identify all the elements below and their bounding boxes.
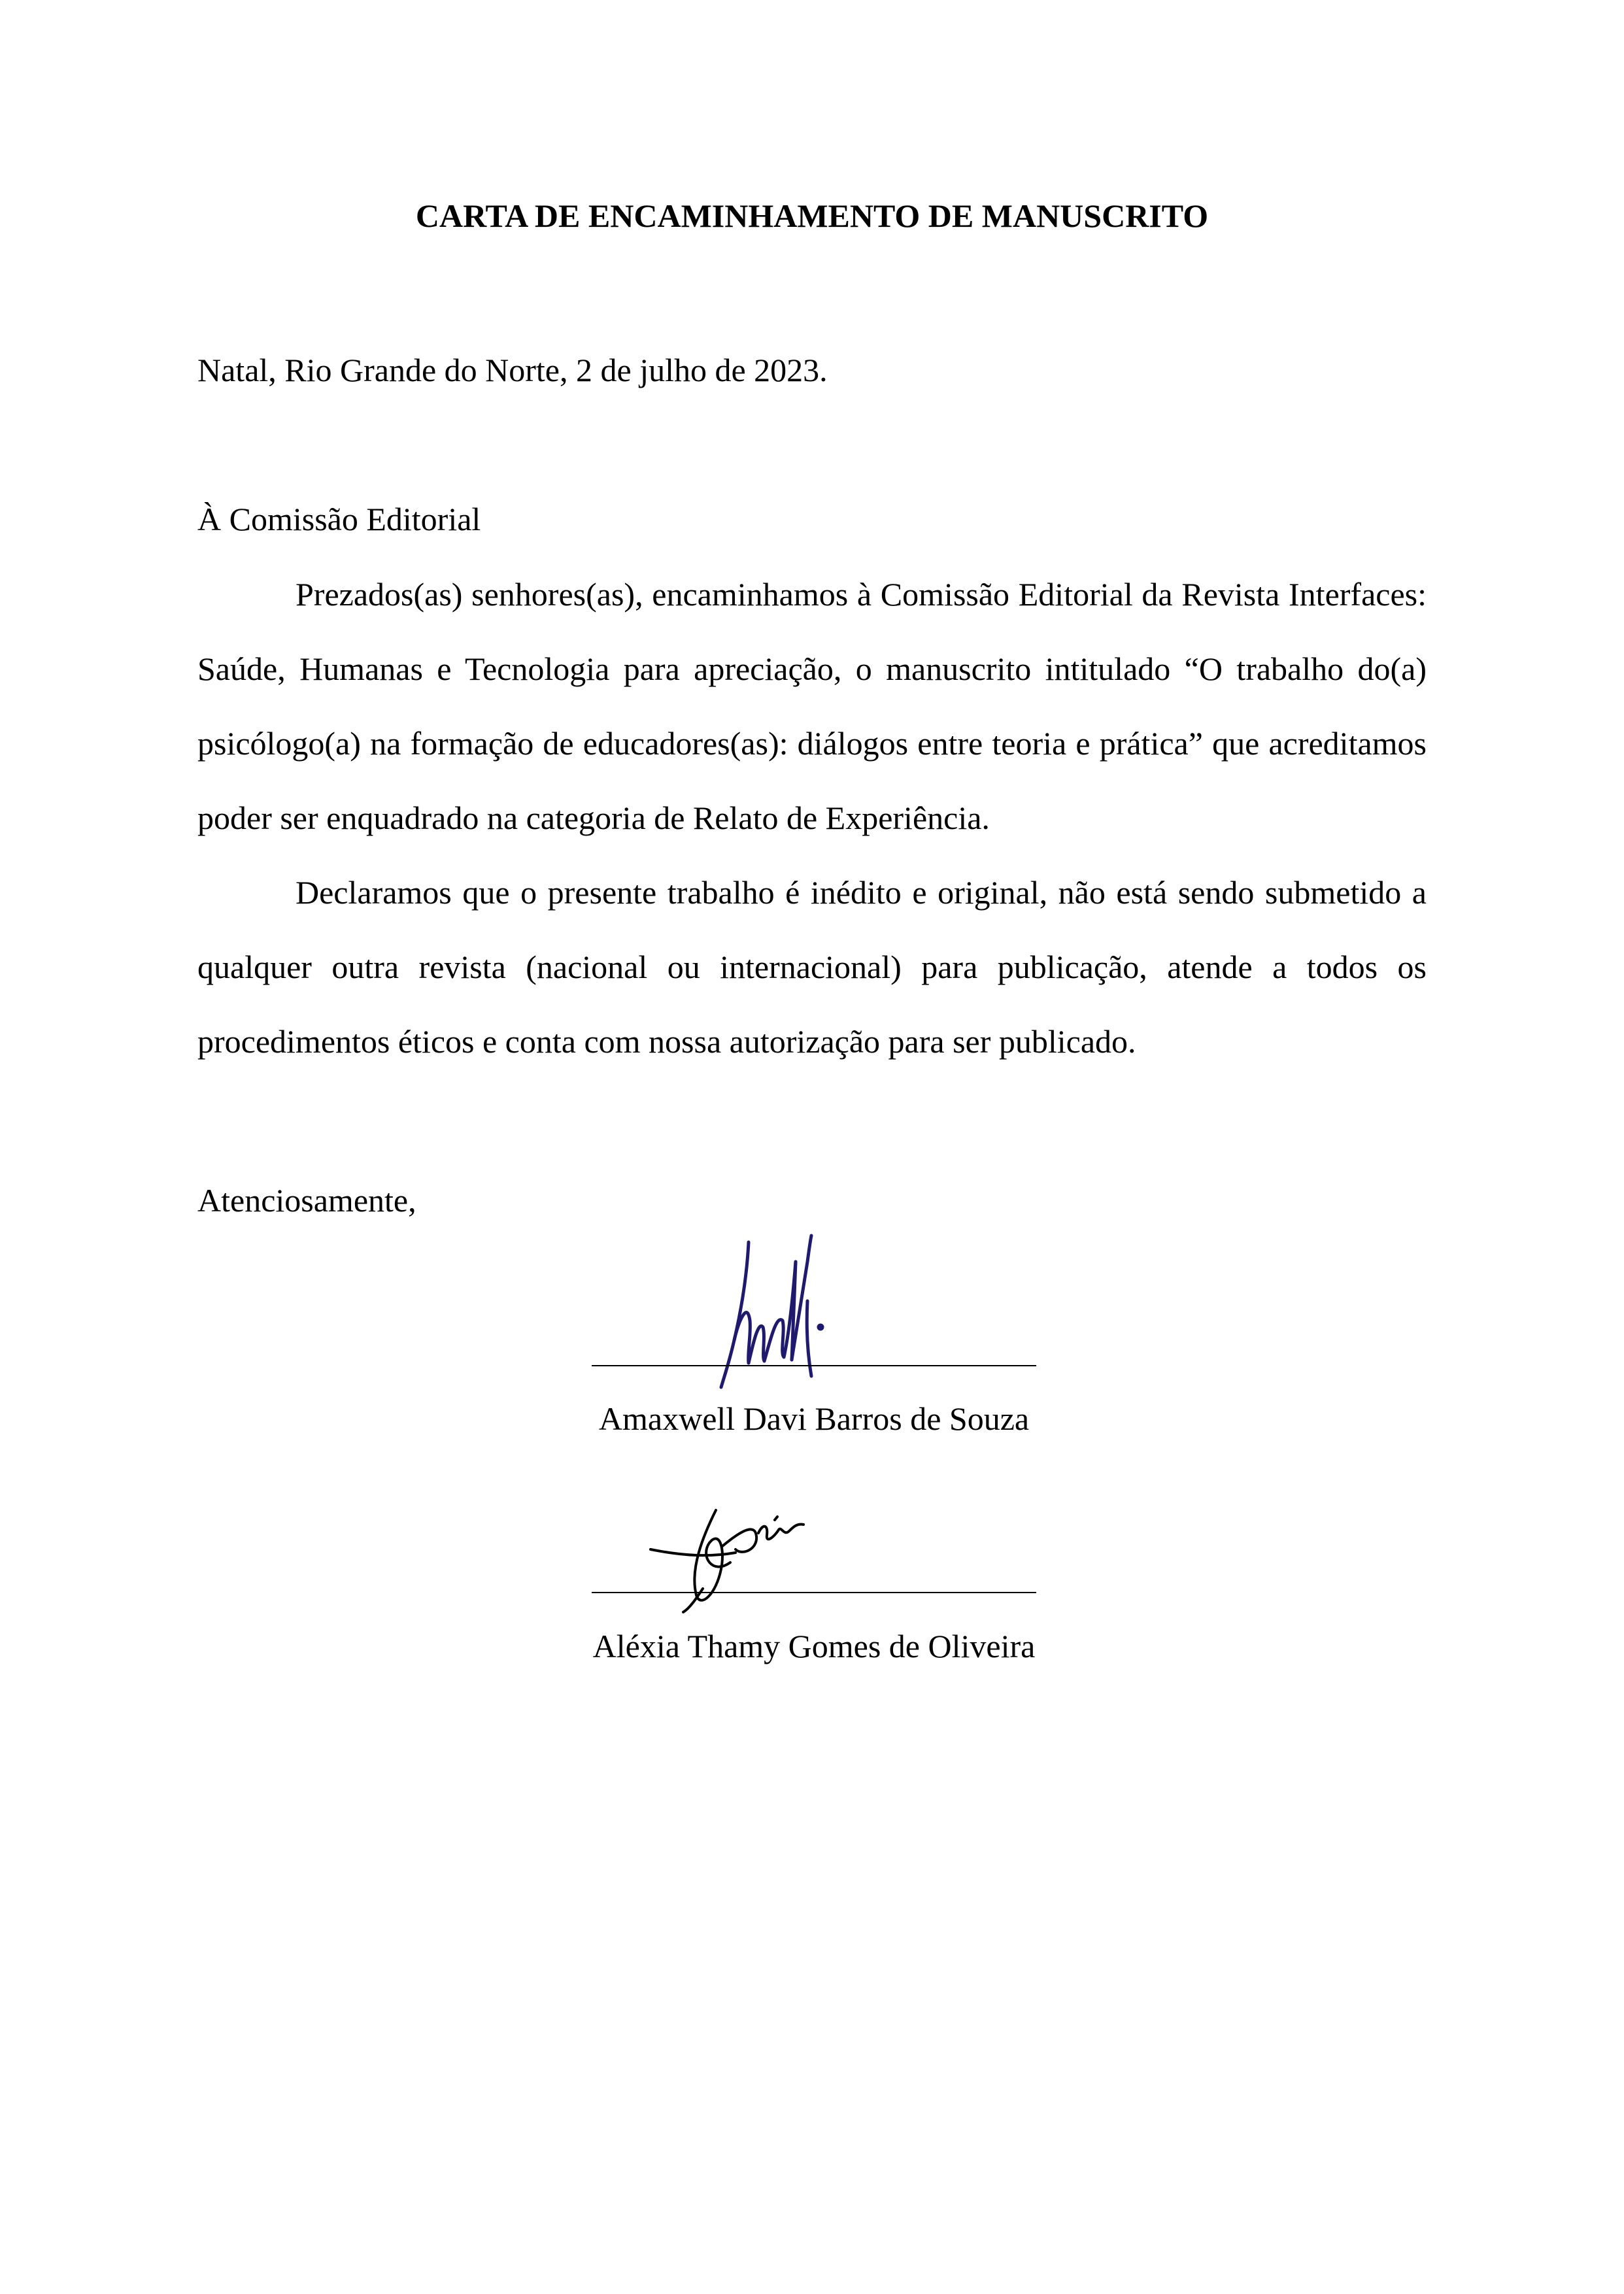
letter-title: CARTA DE ENCAMINHAMENTO DE MANUSCRITO bbox=[415, 197, 1209, 234]
signature-line-1 bbox=[592, 1365, 1036, 1366]
signature-block-1 bbox=[592, 1223, 1036, 1458]
signatory-name-2: Aléxia Thamy Gomes de Oliveira bbox=[592, 1628, 1036, 1664]
handwritten-signature-2 bbox=[644, 1484, 814, 1615]
handwritten-signature-1 bbox=[709, 1223, 827, 1392]
body-paragraph-2: Declaramos que o presente trabalho é inédito e original, não está sendo submetido a qualquer outra revista (nacional ou internacional) para publicação, atende a todos os procedimentos éticos e conta com nossa autorização para ser publicado. bbox=[197, 874, 1427, 1060]
signature-block-2 bbox=[592, 1484, 1036, 1680]
body-paragraph-1: Prezados(as) senhores(as), encaminhamos à Comissão Editorial da Revista Interfaces: Saúde, Humanas e Tecnologia para apreciação, o manuscrito intitulado “O trabalho do(a) psicólogo(a) na formação de educadores(as): diálogos entre teoria e prática” que acreditamos poder ser enquadrado na categoria de Relato de Experiência. bbox=[197, 576, 1427, 836]
closing-line: Atenciosamente, bbox=[197, 1182, 416, 1219]
signature-line-2 bbox=[592, 1592, 1036, 1593]
recipient-line: À Comissão Editorial bbox=[197, 501, 481, 537]
signatory-name-1: Amaxwell Davi Barros de Souza bbox=[598, 1400, 1030, 1437]
date-line: Natal, Rio Grande do Norte, 2 de julho de 2023. bbox=[197, 352, 828, 388]
